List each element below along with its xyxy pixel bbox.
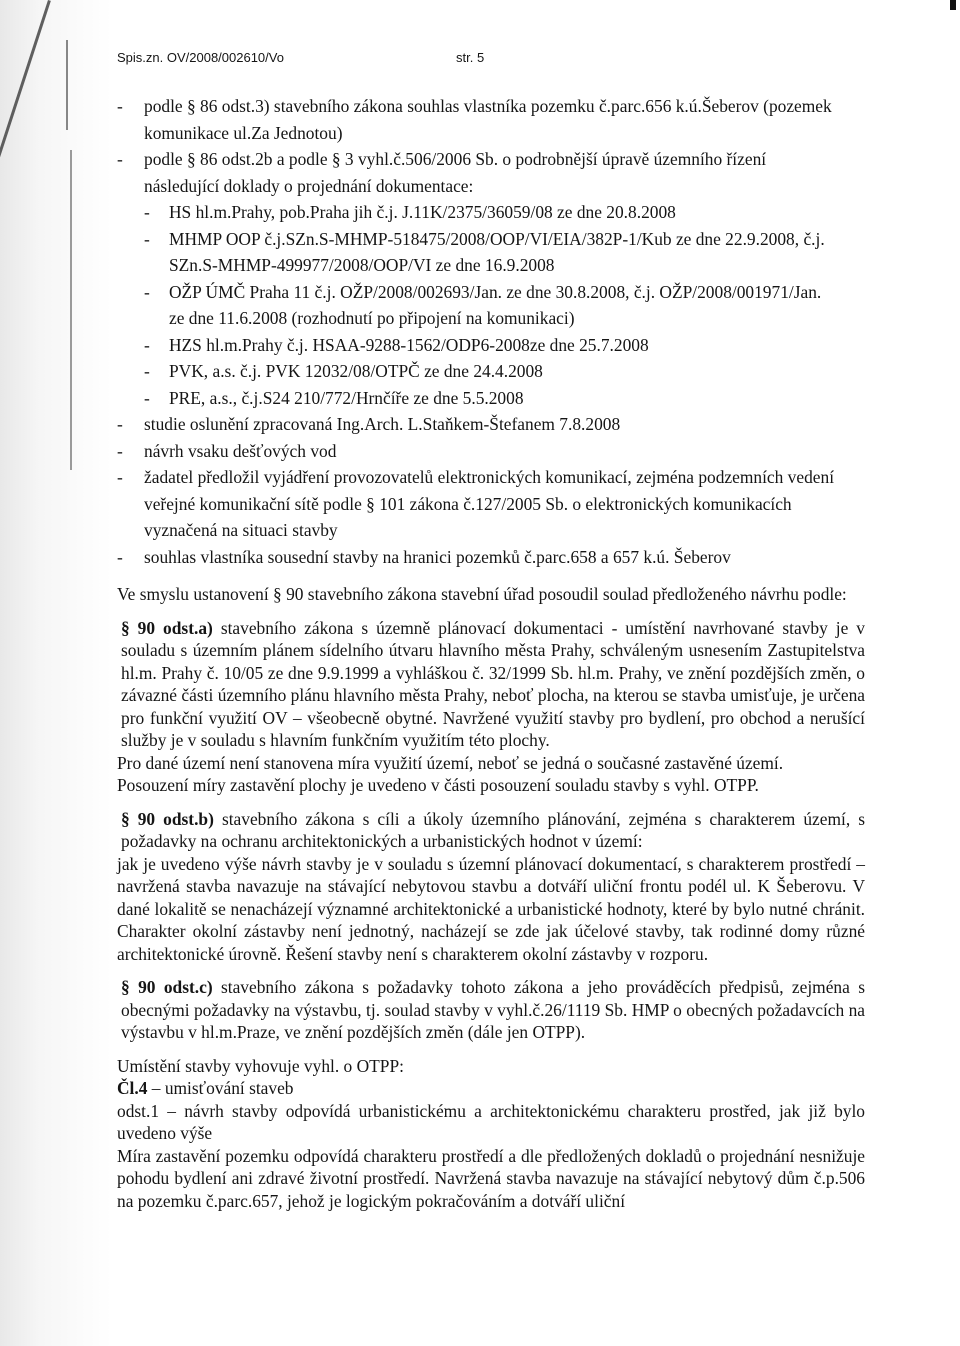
list-item-text: PRE, a.s., č.j.S24 210/772/Hrnčíře ze dne 5.5.2008 bbox=[169, 387, 524, 408]
list-item-text: OŽP ÚMČ Praha 11 č.j. OŽP/2008/002693/Jan. ze dne 30.8.2008, č.j. OŽP/2008/001971/Jan. ze dne 11.6.2008 (rozhodnutí po připojení na komunikaci) bbox=[169, 281, 822, 328]
list-item: - podle § 86 odst.2b a podle § 3 vyhl.č.506/2006 Sb. o podrobnější úpravě územního řízení následující doklady o projednání dokumentace: bbox=[117, 149, 767, 196]
section-b-text: stavebního zákona s cíli a úkoly územního plánování, zejména s charakterem území, s požadavky na ochranu architektonických a urbanistických hodnot v území: bbox=[121, 808, 865, 851]
list-item-text: PVK, a.s. č.j. PVK 12032/08/OTPČ ze dne 24.4.2008 bbox=[169, 361, 543, 381]
list-item: - HS hl.m.Prahy, pob.Praha jih č.j. J.11K/2375/36059/08 ze dne 20.8.2008 bbox=[144, 202, 676, 222]
section-a-label: § 90 odst.a) bbox=[121, 617, 213, 638]
list-item: - podle § 86 odst.3) stavebního zákona souhlas vlastníka pozemku č.parc.656 k.ú.Šeberov (pozemek komunikace ul.Za Jednotou) bbox=[117, 96, 832, 143]
otpp-paragraph-2: Míra zastavění pozemku odpovídá charakteru prostředí a dle předložených dokladů o projednání nesnižuje pohodu bydlení ani zdravé životní prostředí. Navržená stavba navazuje na stávající nebytový dům č.p.506 na pozemku č.parc.657, jehož je logickým pokračováním a dotváří uliční bbox=[117, 1145, 865, 1211]
scan-artifact bbox=[66, 40, 68, 130]
list-item: - PVK, a.s. č.j. PVK 12032/08/OTPČ ze dne 24.4.2008 bbox=[144, 361, 543, 381]
document-reference: Spis.zn. OV/2008/002610/Vo bbox=[117, 50, 284, 65]
list-item-text: návrh vsaku dešťových vod bbox=[144, 440, 337, 461]
list-item-text: žadatel předložil vyjádření provozovatelů elektronických komunikací, zejména podzemních vedení veřejné komunikační sítě podle § 101 zákona č.127/2005 Sb. o elektronických komunikacích vyznačená na situaci stavby bbox=[144, 467, 835, 540]
page-number: str. 5 bbox=[456, 50, 485, 65]
section-a-paragraph-2: Pro dané území není stanovena míra využití území, neboť se jedná o současné zastavěné území. bbox=[117, 752, 784, 773]
otpp-heading-label: Čl.4 bbox=[117, 1078, 148, 1098]
section-c-paragraph bbox=[117, 976, 865, 1044]
documents-list bbox=[144, 199, 837, 411]
section-c-label: § 90 odst.c) bbox=[121, 977, 213, 997]
scan-artifact bbox=[70, 150, 72, 470]
list-item: - studie oslunění zpracovaná Ing.Arch. L.Staňkem-Štefanem 7.8.2008 bbox=[117, 414, 621, 434]
intro-paragraph: Ve smyslu ustanovení § 90 stavebního zákona stavební úřad posoudil soulad předloženého návrhu podle: bbox=[117, 584, 847, 604]
list-item-text: HZS hl.m.Prahy č.j. HSAA-9288-1562/ODP6-2008ze dne 25.7.2008 bbox=[169, 334, 649, 355]
list-item-text: MHMP OOP č.j.SZn.S-MHMP-518475/2008/OOP/VI/EIA/382P-1/Kub ze dne 22.9.2008, č.j. SZn.S-MHMP-499977/2008/OOP/VI ze dne 16.9.2008 bbox=[169, 228, 825, 275]
list-item-text: podle § 86 odst.2b a podle § 3 vyhl.č.506/2006 Sb. o podrobnější úpravě územního řízení následující doklady o projednání dokumentace: bbox=[144, 149, 767, 196]
list-item-text: HS hl.m.Prahy, pob.Praha jih č.j. J.11K/2375/36059/08 ze dne 20.8.2008 bbox=[169, 202, 676, 222]
otpp-heading bbox=[117, 1077, 865, 1100]
requirements-list bbox=[117, 93, 837, 570]
list-item: - OŽP ÚMČ Praha 11 č.j. OŽP/2008/002693/Jan. ze dne 30.8.2008, č.j. OŽP/2008/001971/Jan. ze dne 11.6.2008 (rozhodnutí po připojení na komunikaci) bbox=[144, 281, 822, 328]
section-b-paragraph-2: jak je uvedeno výše návrh stavby je v souladu s územní plánovací dokumentací, s charakterem prostředí – navržená stavba navazuje na stávající nebytovou stavbu a dotváří uliční frontu podél ul. K Šeberovu. V dané lokalitě se nenacházejí významné architektonické a urbanistické hodnoty, které by bylo nutné chránit. Charakter okolní zástavby není jednotný, nacházejí se zde jak účelové stavby, tak rodinné domy různé architektonické úrovně. Řešení stavby není s charakterem okolní zástavby v rozporu. bbox=[117, 853, 865, 964]
list-item: - souhlas vlastníka sousední stavby na hranici pozemků č.parc.658 a 657 k.ú. Šeberov bbox=[117, 546, 731, 567]
list-item: - HZS hl.m.Prahy č.j. HSAA-9288-1562/ODP6-2008ze dne 25.7.2008 bbox=[144, 334, 649, 355]
list-item: - žadatel předložil vyjádření provozovatelů elektronických komunikací, zejména podzemních vedení veřejné komunikační sítě podle § 101 zákona č.127/2005 Sb. o elektronických komunikacích vyznačená na situaci stavby bbox=[117, 467, 835, 540]
section-a-paragraph bbox=[117, 617, 865, 752]
list-item: - MHMP OOP č.j.SZn.S-MHMP-518475/2008/OOP/VI/EIA/382P-1/Kub ze dne 22.9.2008, č.j. SZn.S-MHMP-499977/2008/OOP/VI ze dne 16.9.2008 bbox=[144, 228, 825, 275]
section-a-paragraph-3: Posouzení míry zastavění plochy je uvedeno v části posouzení souladu stavby s vyhl. OTPP. bbox=[117, 775, 759, 795]
otpp-paragraph-1: odst.1 – návrh stavby odpovídá urbanistickému a architektonickému charakteru prostřed, jak již bylo uvedeno výše bbox=[117, 1100, 865, 1143]
section-b-label: § 90 odst.b) bbox=[121, 808, 214, 829]
list-item: - PRE, a.s., č.j.S24 210/772/Hrnčíře ze dne 5.5.2008 bbox=[144, 387, 524, 408]
assessment-text bbox=[117, 583, 865, 1212]
list-item-text: souhlas vlastníka sousední stavby na hranici pozemků č.parc.658 a 657 k.ú. Šeberov bbox=[144, 546, 731, 567]
list-item-text: studie oslunění zpracovaná Ing.Arch. L.Staňkem-Štefanem 7.8.2008 bbox=[144, 414, 621, 434]
list-item-text: podle § 86 odst.3) stavebního zákona souhlas vlastníka pozemku č.parc.656 k.ú.Šeberov (pozemek komunikace ul.Za Jednotou) bbox=[144, 96, 832, 143]
section-c-text: stavebního zákona s požadavky tohoto zákona a jeho prováděcích předpisů, zejména s obecnými požadavky na výstavbu, tj. soulad stavby v vyhl.č.26/1119 Sb. HMP o obecných požadavcích na výstavbu v hl.m.Praze, ve znění pozdějších změn (dále jen OTPP). bbox=[121, 977, 865, 1042]
scan-shadow bbox=[0, 0, 112, 1346]
otpp-intro: Umístění stavby vyhovuje vyhl. o OTPP: bbox=[117, 1055, 404, 1076]
list-item: - návrh vsaku dešťových vod bbox=[117, 440, 337, 461]
page-header bbox=[117, 50, 917, 74]
scan-corner-mark bbox=[950, 0, 956, 10]
section-a-text: stavebního zákona s územně plánovací dokumentaci - umístění navrhované stavby je v souladu s územním plánem sídelního útvaru hlavního města Prahy, schváleným usnesením Zastupitelstva hl.m. Prahy č. 10/05 ze dne 9.9.1999 a vyhláškou č. 32/1999 Sb. hl.m. Prahy, ve znění pozdějších změn, o závazné části územního plánu hlavního města Prahy, neboť plocha, na kterou se stavba umisťuje, je určena pro funkční využití OV – všeobecně obytné. Navržené využití stavby pro bydlení, pro obchod a nerušící služby je v souladu s hlavním funkčním využitím této plochy. bbox=[121, 617, 865, 750]
section-b-paragraph bbox=[117, 808, 865, 853]
otpp-heading-text: – umisťování staveb bbox=[147, 1078, 294, 1098]
